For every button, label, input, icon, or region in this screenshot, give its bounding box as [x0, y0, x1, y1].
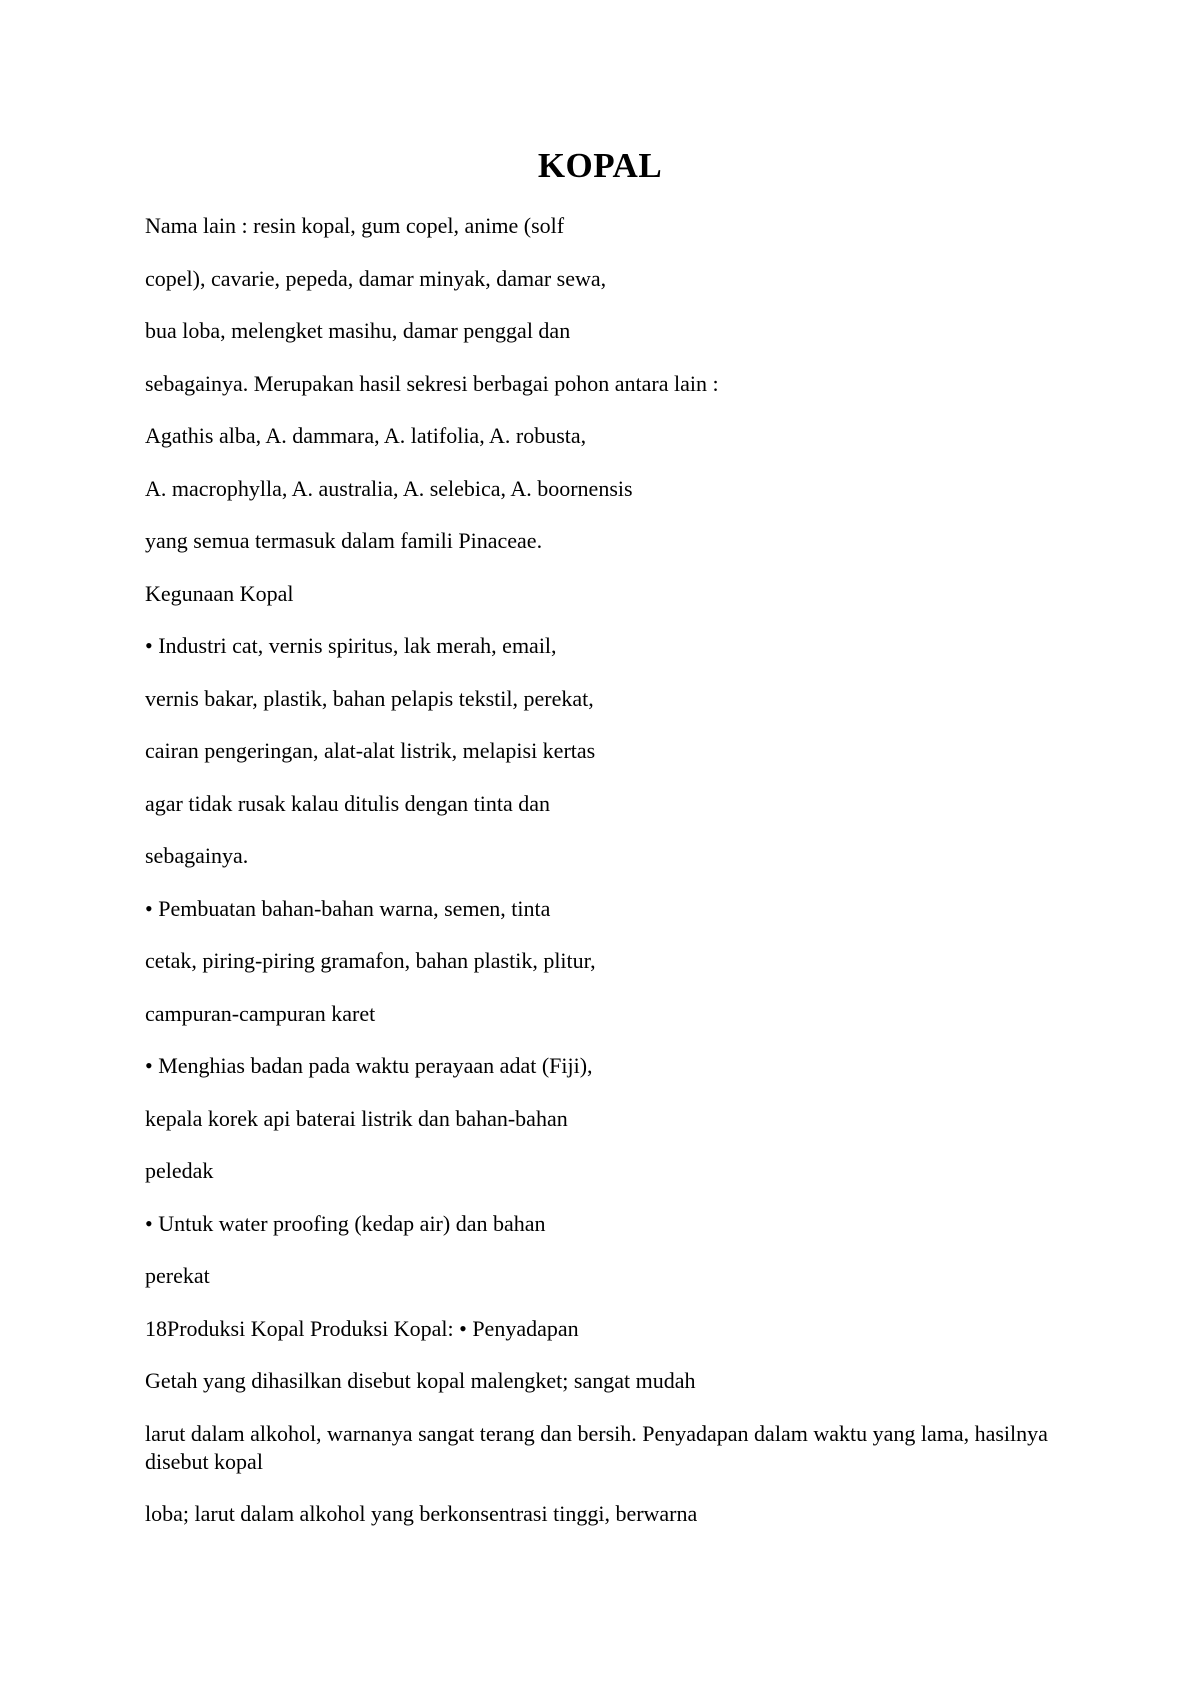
paragraph: Nama lain : resin kopal, gum copel, anime (solf	[145, 213, 565, 238]
paragraph: sebagainya. Merupakan hasil sekresi berbagai pohon antara lain :	[145, 370, 719, 396]
paragraph: campuran-campuran karet	[145, 1000, 376, 1026]
paragraph: copel), cavarie, pepeda, damar minyak, damar sewa,	[145, 265, 607, 291]
paragraph: cetak, piring-piring gramafon, bahan plastik, plitur,	[145, 948, 596, 973]
page-title: KOPAL	[537, 146, 663, 185]
paragraph: A. macrophylla, A. australia, A. selebica, A. boornensis	[145, 475, 633, 501]
paragraph: Agathis alba, A. dammara, A. latifolia, A. robusta,	[145, 423, 587, 448]
paragraph: sebagainya.	[145, 843, 249, 868]
paragraph: agar tidak rusak kalau ditulis dengan tinta dan	[145, 790, 551, 816]
paragraph: yang semua termasuk dalam famili Pinaceae.	[145, 528, 543, 553]
paragraph: perekat	[145, 1263, 210, 1288]
paragraph: 18Produksi Kopal Produksi Kopal: • Penyadapan	[145, 1315, 579, 1341]
paragraph: loba; larut dalam alkohol yang berkonsentrasi tinggi, berwarna	[145, 1501, 698, 1526]
paragraph: bua loba, melengket masihu, damar penggal dan	[145, 318, 571, 343]
bullet-item: • Untuk water proofing (kedap air) dan bahan	[145, 1210, 546, 1236]
document-body	[145, 212, 1075, 1553]
bullet-item: • Pembuatan bahan-bahan warna, semen, tinta	[145, 895, 551, 921]
bullet-item: • Industri cat, vernis spiritus, lak merah, email,	[145, 633, 557, 658]
paragraph: Getah yang dihasilkan disebut kopal malengket; sangat mudah	[145, 1368, 696, 1393]
paragraph: vernis bakar, plastik, bahan pelapis tekstil, perekat,	[145, 685, 594, 711]
section-heading: Kegunaan Kopal	[145, 580, 294, 606]
paragraph: kepala korek api baterai listrik dan bahan-bahan	[145, 1105, 568, 1131]
paragraph: peledak	[145, 1158, 214, 1183]
paragraph: cairan pengeringan, alat-alat listrik, melapisi kertas	[145, 738, 596, 763]
paragraph: larut dalam alkohol, warnanya sangat terang dan bersih. Penyadapan dalam waktu yang lama, hasilnya disebut kopal	[145, 1420, 1048, 1474]
bullet-item: • Menghias badan pada waktu perayaan adat (Fiji),	[145, 1053, 593, 1078]
